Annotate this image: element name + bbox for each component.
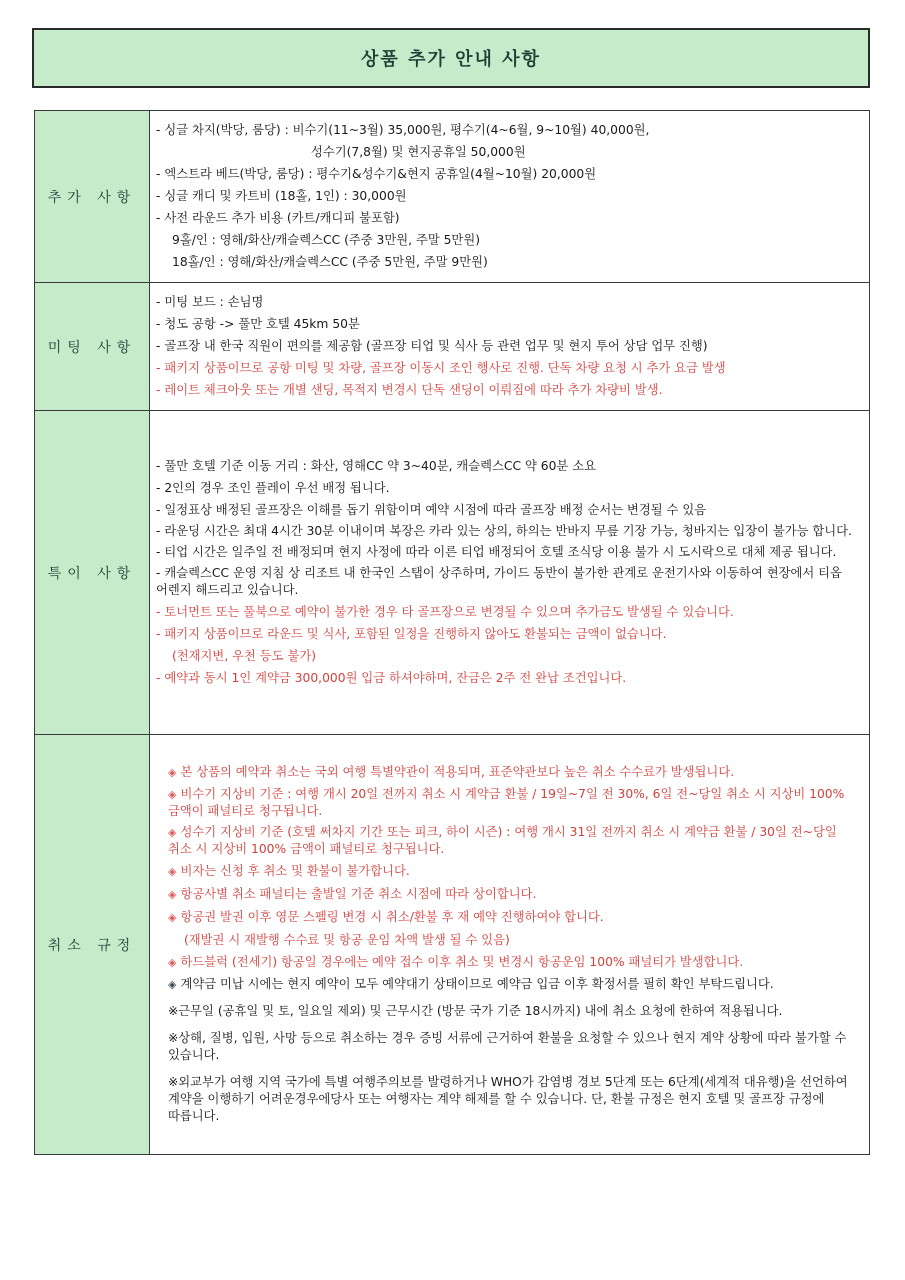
list-item: - 풀만 호텔 기준 이동 거리 : 화산, 영해CC 약 3~40분, 캐슬렉스CC 약 60분 소요 [156,458,596,473]
list-item: - 엑스트라 베드(박당, 룸당) : 평수기&성수기&현지 공휴일(4월~10월) 20,000원 [156,166,597,181]
list-item: - 예약과 동시 1인 계약금 300,000원 입금 하셔야하며, 잔금은 2주 전 완납 조건입니다. [156,670,627,685]
list-item: - 일정표상 배정된 골프장은 이해를 돕기 위함이며 예약 시점에 따라 골프장 배정 순서는 변경될 수 있음 [156,502,707,517]
list-item: - 캐슬렉스CC 운영 지침 상 리조트 내 한국인 스탭이 상주하며, 가이드 동반이 불가한 관계로 운전기사와 이동하여 현장에서 티옵 어렌지 해드리고 있습니다. [156,565,842,597]
list-item: - 싱글 캐디 및 카트비 (18홀, 1인) : 30,000원 [156,188,407,203]
list-item: - 미팅 보드 : 손님명 [156,294,264,309]
list-item: 18홀/인 : 영해/화산/캐슬렉스CC (주중 5만원, 주말 9만원) [172,254,488,269]
diamond-bullet-icon: ◈ [168,977,177,991]
list-item: - 티업 시간은 일주일 전 배정되며 현지 사정에 따라 이른 티업 배정되어 호텔 조식당 이용 불가 시 도시락으로 대체 제공 됩니다. [156,544,837,559]
info-table [34,110,870,1155]
list-item: ※외교부가 여행 지역 국가에 특별 여행주의보를 발령하거나 WHO가 감염병 경보 5단계 또는 6단계(세계적 대유행)을 선언하여 계약을 이행하기 어려운경우에당사 또는 여행자는 계약 해제를 할 수 있습니다. 단, 환불 규정은 현지 호텔 및 골프장 규정에 따릅니다. [168,1074,848,1123]
section-label-meeting: 미팅 사항 [35,283,150,411]
diamond-bullet-icon: ◈ [168,864,177,878]
list-item: - 라운딩 시간은 최대 4시간 30분 이내이며 복장은 카라 있는 상의, 하의는 반바지 무릎 기장 가능, 청바지는 입장이 불가능 합니다. [156,523,852,538]
diamond-bullet-icon: ◈ [168,955,177,969]
section-content-cancel [150,735,870,1155]
list-item: ※상해, 질병, 입원, 사망 등으로 취소하는 경우 증빙 서류에 근거하여 환불을 요청할 수 있으나 현지 계약 상황에 따라 불가할 수 있습니다. [168,1030,847,1062]
document-title-box [32,28,870,88]
section-label-cancel: 취소 규정 [35,735,150,1155]
list-item: - 레이트 체크아웃 또는 개별 샌딩, 목적지 변경시 단독 샌딩이 이뤄짐에 따라 추가 차량비 발생. [156,382,663,397]
list-item: - 토너먼트 또는 풀북으로 예약이 불가한 경우 타 골프장으로 변경될 수 있으며 추가금도 발생될 수 있습니다. [156,604,734,619]
diamond-bullet-icon: ◈ [168,910,177,924]
diamond-bullet-icon: ◈ [168,787,177,801]
section-label-extra: 추가 사항 [35,111,150,283]
diamond-bullet-icon: ◈ [168,887,177,901]
list-item: ◈ 비수기 지상비 기준 : 여행 개시 20일 전까지 취소 시 계약금 환불 / 19일~7일 전 30%, 6일 전~당일 취소 시 지상비 100% 금액이 패널티로 청구됩니다. [168,786,845,818]
list-item: (천재지변, 우천 등도 불가) [172,648,317,663]
list-item: ◈ 비자는 신청 후 취소 및 환불이 불가합니다. [168,863,410,878]
list-item: - 싱글 차지(박당, 룸당) : 비수기(11~3월) 35,000원, 평수기(4~6월, 9~10월) 40,000원, [156,122,650,137]
list-item: ※근무일 (공휴일 및 토, 일요일 제외) 및 근무시간 (방문 국가 기준 18시까지) 내에 취소 요청에 한하여 적용됩니다. [168,1003,783,1018]
section-meeting [35,283,870,411]
list-item: - 골프장 내 한국 직원이 편의를 제공함 (골프장 티업 및 식사 등 관련 업무 및 현지 투어 상담 업무 진행) [156,338,708,353]
section-label-special: 특이 사항 [35,411,150,735]
list-item: - 패키지 상품이므로 공항 미팅 및 차량, 골프장 이동시 조인 행사로 진행. 단독 차량 요청 시 추가 요금 발생 [156,360,726,375]
section-content-extra [150,111,870,283]
section-content-special [150,411,870,735]
list-item: (재발권 시 재발행 수수료 및 항공 운임 차액 발생 될 수 있음) [184,932,510,947]
list-item: - 청도 공항 -> 풀만 호텔 45km 50분 [156,316,360,331]
list-item: ◈ 항공사별 취소 패널티는 출발일 기준 취소 시점에 따라 상이합니다. [168,886,537,901]
diamond-bullet-icon: ◈ [168,765,177,779]
list-item: ◈ 항공권 발권 이후 영문 스펠링 변경 시 취소/환불 후 재 예약 진행하여야 합니다. [168,909,604,924]
section-content-meeting [150,283,870,411]
list-item: ◈ 성수기 지상비 기준 (호텔 써차지 기간 또는 피크, 하이 시즌) : 여행 개시 31일 전까지 취소 시 계약금 환불 / 30일 전~당일 취소 시 지상비 100% 금액이 패널티로 청구됩니다. [168,824,837,856]
list-item: ◈ 계약금 미납 시에는 현지 예약이 모두 예약대기 상태이므로 예약금 입금 이후 확정서를 필히 확인 부탁드립니다. [168,976,774,991]
diamond-bullet-icon: ◈ [168,825,177,839]
section-cancel [35,735,870,1155]
list-item: - 패키지 상품이므로 라운드 및 식사, 포함된 일정을 진행하지 않아도 환불되는 금액이 없습니다. [156,626,667,641]
section-extra [35,111,870,283]
list-item: ◈ 본 상품의 예약과 취소는 국외 여행 특별약관이 적용되며, 표준약관보다 높은 취소 수수료가 발생됩니다. [168,764,735,779]
list-item: 성수기(7,8월) 및 현지공휴일 50,000원 [311,144,526,159]
list-item: - 2인의 경우 조인 플레이 우선 배정 됩니다. [156,480,390,495]
list-item: 9홀/인 : 영해/화산/캐슬렉스CC (주중 3만원, 주말 5만원) [172,232,480,247]
list-item: - 사전 라운드 추가 비용 (카트/캐디피 불포함) [156,210,400,225]
section-special [35,411,870,735]
list-item: ◈ 하드블럭 (전세기) 항공일 경우에는 예약 접수 이후 취소 및 변경시 항공운임 100% 패널티가 발생합니다. [168,954,744,969]
document-title: 상품 추가 안내 사항 [361,49,541,70]
